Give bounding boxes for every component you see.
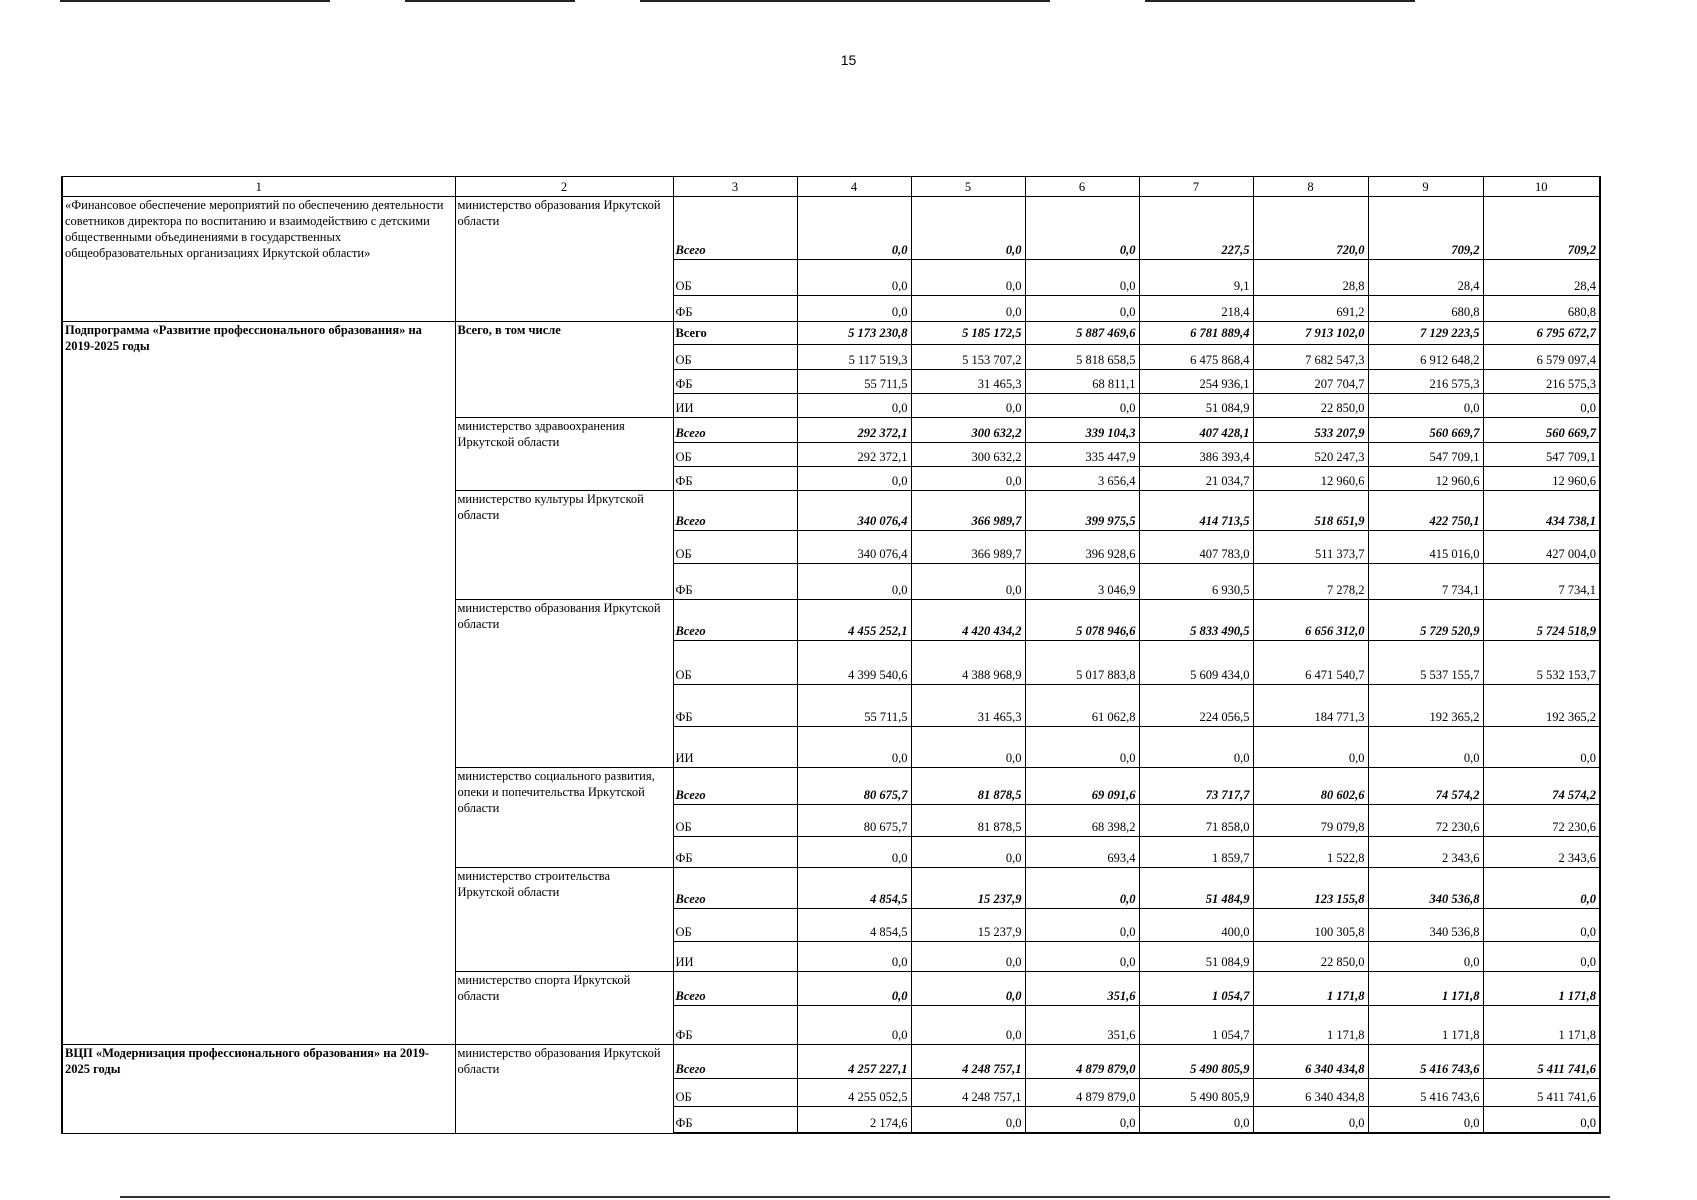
- funding-source-cell: Всего: [673, 491, 797, 531]
- amount-cell: 1 171,8: [1368, 972, 1483, 1006]
- funding-source-cell: Всего: [673, 197, 797, 259]
- funding-source-cell: Всего: [673, 321, 797, 344]
- amount-cell: 4 399 540,6: [797, 641, 911, 685]
- amount-cell: 55 711,5: [797, 370, 911, 394]
- amount-cell: 4 455 252,1: [797, 599, 911, 640]
- amount-cell: 7 734,1: [1483, 563, 1600, 599]
- amount-cell: 6 781 889,4: [1139, 321, 1253, 344]
- amount-cell: 51 084,9: [1139, 394, 1253, 417]
- amount-cell: 5 117 519,3: [797, 345, 911, 370]
- scan-edge-line: [60, 0, 330, 2]
- amount-cell: 80 675,7: [797, 767, 911, 804]
- amount-cell: 5 416 743,6: [1368, 1078, 1483, 1106]
- amount-cell: 5 887 469,6: [1025, 321, 1139, 344]
- amount-cell: 216 575,3: [1483, 370, 1600, 394]
- amount-cell: 5 724 518,9: [1483, 599, 1600, 640]
- amount-cell: 5 490 805,9: [1139, 1044, 1253, 1078]
- amount-cell: 292 372,1: [797, 442, 911, 466]
- funding-source-cell: Всего: [673, 972, 797, 1006]
- scan-edge-line: [120, 1196, 1610, 1198]
- funding-source-cell: ОБ: [673, 345, 797, 370]
- amount-cell: 5 818 658,5: [1025, 345, 1139, 370]
- amount-cell: 6 795 672,7: [1483, 321, 1600, 344]
- amount-cell: 5 078 946,6: [1025, 599, 1139, 640]
- amount-cell: 709,2: [1368, 197, 1483, 259]
- funding-source-cell: ФБ: [673, 563, 797, 599]
- amount-cell: 4 420 434,2: [911, 599, 1025, 640]
- amount-cell: 4 854,5: [797, 867, 911, 908]
- amount-cell: 74 574,2: [1368, 767, 1483, 804]
- amount-cell: 21 034,7: [1139, 466, 1253, 490]
- amount-cell: 400,0: [1139, 908, 1253, 941]
- amount-cell: 4 257 227,1: [797, 1044, 911, 1078]
- amount-cell: 72 230,6: [1483, 805, 1600, 837]
- amount-cell: 6 912 648,2: [1368, 345, 1483, 370]
- amount-cell: 340 076,4: [797, 491, 911, 531]
- amount-cell: 227,5: [1139, 197, 1253, 259]
- amount-cell: 1 171,8: [1368, 1006, 1483, 1044]
- amount-cell: 0,0: [911, 1107, 1025, 1133]
- amount-cell: 0,0: [1025, 908, 1139, 941]
- table-row: [62, 1044, 1600, 1078]
- amount-cell: 71 858,0: [1139, 805, 1253, 837]
- amount-cell: 80 602,6: [1253, 767, 1368, 804]
- amount-cell: 6 656 312,0: [1253, 599, 1368, 640]
- amount-cell: 192 365,2: [1368, 685, 1483, 726]
- amount-cell: 5 173 230,8: [797, 321, 911, 344]
- amount-cell: 1 522,8: [1253, 837, 1368, 867]
- amount-cell: 5 833 490,5: [1139, 599, 1253, 640]
- amount-cell: 61 062,8: [1025, 685, 1139, 726]
- amount-cell: 0,0: [1368, 942, 1483, 972]
- amount-cell: 4 248 757,1: [911, 1078, 1025, 1106]
- amount-cell: 340 536,8: [1368, 908, 1483, 941]
- amount-cell: 533 207,9: [1253, 417, 1368, 442]
- amount-cell: 1 171,8: [1253, 1006, 1368, 1044]
- amount-cell: 81 878,5: [911, 805, 1025, 837]
- amount-cell: 5 490 805,9: [1139, 1078, 1253, 1106]
- amount-cell: 5 609 434,0: [1139, 641, 1253, 685]
- amount-cell: 0,0: [1139, 726, 1253, 767]
- amount-cell: 693,4: [1025, 837, 1139, 867]
- amount-cell: 218,4: [1139, 295, 1253, 321]
- amount-cell: 5 532 153,7: [1483, 641, 1600, 685]
- amount-cell: 335 447,9: [1025, 442, 1139, 466]
- column-number-header: 9: [1368, 177, 1483, 197]
- executor-cell: министерство социального развития, опеки и попечительства Иркутской области: [455, 767, 673, 867]
- amount-cell: 0,0: [911, 394, 1025, 417]
- amount-cell: 22 850,0: [1253, 394, 1368, 417]
- funding-source-cell: Всего: [673, 767, 797, 804]
- amount-cell: 547 709,1: [1483, 442, 1600, 466]
- amount-cell: 0,0: [797, 726, 911, 767]
- amount-cell: 31 465,3: [911, 370, 1025, 394]
- amount-cell: 28,4: [1483, 259, 1600, 295]
- amount-cell: 5 537 155,7: [1368, 641, 1483, 685]
- amount-cell: 7 913 102,0: [1253, 321, 1368, 344]
- amount-cell: 351,6: [1025, 972, 1139, 1006]
- executor-cell: министерство культуры Иркутской области: [455, 491, 673, 600]
- amount-cell: 4 854,5: [797, 908, 911, 941]
- amount-cell: 15 237,9: [911, 867, 1025, 908]
- amount-cell: 5 411 741,6: [1483, 1078, 1600, 1106]
- funding-source-cell: ИИ: [673, 942, 797, 972]
- amount-cell: 0,0: [1368, 726, 1483, 767]
- amount-cell: 0,0: [797, 1006, 911, 1044]
- amount-cell: 0,0: [911, 563, 1025, 599]
- amount-cell: 415 016,0: [1368, 531, 1483, 563]
- amount-cell: 28,8: [1253, 259, 1368, 295]
- amount-cell: 386 393,4: [1139, 442, 1253, 466]
- column-number-header: 3: [673, 177, 797, 197]
- column-number-header: 7: [1139, 177, 1253, 197]
- amount-cell: 192 365,2: [1483, 685, 1600, 726]
- executor-cell: Всего, в том числе: [455, 321, 673, 417]
- amount-cell: 0,0: [911, 466, 1025, 490]
- amount-cell: 5 729 520,9: [1368, 599, 1483, 640]
- amount-cell: 560 669,7: [1483, 417, 1600, 442]
- amount-cell: 12 960,6: [1253, 466, 1368, 490]
- amount-cell: 0,0: [911, 726, 1025, 767]
- amount-cell: 0,0: [1025, 726, 1139, 767]
- funding-source-cell: ОБ: [673, 641, 797, 685]
- amount-cell: 1 171,8: [1483, 1006, 1600, 1044]
- amount-cell: 207 704,7: [1253, 370, 1368, 394]
- amount-cell: 68 398,2: [1025, 805, 1139, 837]
- amount-cell: 3 656,4: [1025, 466, 1139, 490]
- amount-cell: 1 054,7: [1139, 1006, 1253, 1044]
- funding-source-cell: ИИ: [673, 394, 797, 417]
- amount-cell: 69 091,6: [1025, 767, 1139, 804]
- amount-cell: 31 465,3: [911, 685, 1025, 726]
- amount-cell: 0,0: [797, 563, 911, 599]
- amount-cell: 396 928,6: [1025, 531, 1139, 563]
- amount-cell: 0,0: [911, 259, 1025, 295]
- amount-cell: 1 171,8: [1253, 972, 1368, 1006]
- amount-cell: 0,0: [1025, 197, 1139, 259]
- amount-cell: 0,0: [1025, 867, 1139, 908]
- amount-cell: 4 255 052,5: [797, 1078, 911, 1106]
- table-row: [62, 197, 1600, 259]
- executor-cell: министерство образования Иркутской области: [455, 599, 673, 767]
- program-name-cell: Подпрограмма «Развитие профессионального образования» на 2019-2025 годы: [62, 321, 455, 1044]
- amount-cell: 216 575,3: [1368, 370, 1483, 394]
- amount-cell: 100 305,8: [1253, 908, 1368, 941]
- column-number-header: 5: [911, 177, 1025, 197]
- amount-cell: 4 879 879,0: [1025, 1078, 1139, 1106]
- amount-cell: 0,0: [911, 197, 1025, 259]
- amount-cell: 6 340 434,8: [1253, 1044, 1368, 1078]
- amount-cell: 6 340 434,8: [1253, 1078, 1368, 1106]
- funding-source-cell: ФБ: [673, 685, 797, 726]
- amount-cell: 0,0: [911, 295, 1025, 321]
- executor-cell: министерство строительства Иркутской области: [455, 867, 673, 972]
- funding-source-cell: ОБ: [673, 442, 797, 466]
- column-number-header: 10: [1483, 177, 1600, 197]
- amount-cell: 5 185 172,5: [911, 321, 1025, 344]
- amount-cell: 0,0: [797, 197, 911, 259]
- column-number-row: [62, 177, 1600, 197]
- amount-cell: 80 675,7: [797, 805, 911, 837]
- funding-source-cell: ФБ: [673, 837, 797, 867]
- amount-cell: 0,0: [1483, 908, 1600, 941]
- amount-cell: 0,0: [911, 1006, 1025, 1044]
- funding-source-cell: ОБ: [673, 1078, 797, 1106]
- amount-cell: 22 850,0: [1253, 942, 1368, 972]
- amount-cell: 0,0: [797, 942, 911, 972]
- budget-table: [61, 176, 1601, 1134]
- amount-cell: 0,0: [797, 466, 911, 490]
- amount-cell: 5 153 707,2: [911, 345, 1025, 370]
- funding-source-cell: ФБ: [673, 295, 797, 321]
- amount-cell: 511 373,7: [1253, 531, 1368, 563]
- amount-cell: 0,0: [1483, 394, 1600, 417]
- amount-cell: 0,0: [797, 837, 911, 867]
- funding-source-cell: ФБ: [673, 1006, 797, 1044]
- amount-cell: 12 960,6: [1368, 466, 1483, 490]
- amount-cell: 0,0: [1483, 726, 1600, 767]
- amount-cell: 9,1: [1139, 259, 1253, 295]
- column-number-header: 2: [455, 177, 673, 197]
- amount-cell: 5 411 741,6: [1483, 1044, 1600, 1078]
- amount-cell: 123 155,8: [1253, 867, 1368, 908]
- amount-cell: 709,2: [1483, 197, 1600, 259]
- amount-cell: 422 750,1: [1368, 491, 1483, 531]
- amount-cell: 351,6: [1025, 1006, 1139, 1044]
- amount-cell: 7 734,1: [1368, 563, 1483, 599]
- amount-cell: 292 372,1: [797, 417, 911, 442]
- scan-edge-line: [405, 0, 575, 2]
- funding-source-cell: ОБ: [673, 259, 797, 295]
- column-number-header: 6: [1025, 177, 1139, 197]
- amount-cell: 1 171,8: [1483, 972, 1600, 1006]
- table-row: [62, 321, 1600, 344]
- amount-cell: 6 475 868,4: [1139, 345, 1253, 370]
- amount-cell: 340 536,8: [1368, 867, 1483, 908]
- amount-cell: 0,0: [1025, 1107, 1139, 1133]
- amount-cell: 399 975,5: [1025, 491, 1139, 531]
- amount-cell: 0,0: [1253, 726, 1368, 767]
- executor-cell: министерство спорта Иркутской области: [455, 972, 673, 1044]
- funding-source-cell: Всего: [673, 867, 797, 908]
- amount-cell: 5 416 743,6: [1368, 1044, 1483, 1078]
- amount-cell: 3 046,9: [1025, 563, 1139, 599]
- amount-cell: 224 056,5: [1139, 685, 1253, 726]
- amount-cell: 300 632,2: [911, 442, 1025, 466]
- page-number: 15: [840, 52, 857, 68]
- amount-cell: 0,0: [797, 259, 911, 295]
- amount-cell: 520 247,3: [1253, 442, 1368, 466]
- amount-cell: 0,0: [911, 972, 1025, 1006]
- amount-cell: 547 709,1: [1368, 442, 1483, 466]
- amount-cell: 5 017 883,8: [1025, 641, 1139, 685]
- amount-cell: 0,0: [1025, 942, 1139, 972]
- amount-cell: 7 278,2: [1253, 563, 1368, 599]
- amount-cell: 28,4: [1368, 259, 1483, 295]
- amount-cell: 0,0: [1139, 1107, 1253, 1133]
- amount-cell: 0,0: [1368, 394, 1483, 417]
- amount-cell: 2 343,6: [1368, 837, 1483, 867]
- amount-cell: 720,0: [1253, 197, 1368, 259]
- amount-cell: 0,0: [1483, 867, 1600, 908]
- amount-cell: 434 738,1: [1483, 491, 1600, 531]
- funding-source-cell: ФБ: [673, 370, 797, 394]
- program-name-cell: «Финансовое обеспечение мероприятий по обеспечению деятельности советников директора по воспитанию и взаимодействию с детскими общественными объединениями в государственных общеобразовательных организациях Иркутской области»: [62, 197, 455, 322]
- funding-source-cell: ФБ: [673, 466, 797, 490]
- executor-cell: министерство образования Иркутской области: [455, 197, 673, 322]
- amount-cell: 0,0: [1253, 1107, 1368, 1133]
- amount-cell: 0,0: [1483, 1107, 1600, 1133]
- column-number-header: 8: [1253, 177, 1368, 197]
- amount-cell: 51 084,9: [1139, 942, 1253, 972]
- amount-cell: 6 471 540,7: [1253, 641, 1368, 685]
- amount-cell: 2 343,6: [1483, 837, 1600, 867]
- amount-cell: 4 879 879,0: [1025, 1044, 1139, 1078]
- amount-cell: 366 989,7: [911, 531, 1025, 563]
- amount-cell: 6 579 097,4: [1483, 345, 1600, 370]
- amount-cell: 7 129 223,5: [1368, 321, 1483, 344]
- column-number-header: 1: [62, 177, 455, 197]
- amount-cell: 0,0: [1368, 1107, 1483, 1133]
- amount-cell: 407 783,0: [1139, 531, 1253, 563]
- amount-cell: 51 484,9: [1139, 867, 1253, 908]
- amount-cell: 427 004,0: [1483, 531, 1600, 563]
- amount-cell: 560 669,7: [1368, 417, 1483, 442]
- amount-cell: 74 574,2: [1483, 767, 1600, 804]
- amount-cell: 0,0: [1025, 295, 1139, 321]
- funding-source-cell: Всего: [673, 599, 797, 640]
- amount-cell: 0,0: [1025, 394, 1139, 417]
- funding-source-cell: ФБ: [673, 1107, 797, 1133]
- amount-cell: 414 713,5: [1139, 491, 1253, 531]
- amount-cell: 15 237,9: [911, 908, 1025, 941]
- amount-cell: 81 878,5: [911, 767, 1025, 804]
- amount-cell: 680,8: [1483, 295, 1600, 321]
- funding-source-cell: ОБ: [673, 805, 797, 837]
- amount-cell: 691,2: [1253, 295, 1368, 321]
- amount-cell: 0,0: [797, 295, 911, 321]
- amount-cell: 79 079,8: [1253, 805, 1368, 837]
- amount-cell: 1 054,7: [1139, 972, 1253, 1006]
- amount-cell: 339 104,3: [1025, 417, 1139, 442]
- amount-cell: 2 174,6: [797, 1107, 911, 1133]
- amount-cell: 1 859,7: [1139, 837, 1253, 867]
- amount-cell: 407 428,1: [1139, 417, 1253, 442]
- executor-cell: министерство здравоохранения Иркутской области: [455, 417, 673, 490]
- funding-source-cell: Всего: [673, 1044, 797, 1078]
- funding-source-cell: Всего: [673, 417, 797, 442]
- amount-cell: 340 076,4: [797, 531, 911, 563]
- funding-source-cell: ОБ: [673, 908, 797, 941]
- amount-cell: 0,0: [1025, 259, 1139, 295]
- amount-cell: 518 651,9: [1253, 491, 1368, 531]
- executor-cell: министерство образования Иркутской области: [455, 1044, 673, 1133]
- scan-edge-line: [640, 0, 1050, 2]
- amount-cell: 4 388 968,9: [911, 641, 1025, 685]
- amount-cell: 300 632,2: [911, 417, 1025, 442]
- amount-cell: 0,0: [797, 972, 911, 1006]
- amount-cell: 73 717,7: [1139, 767, 1253, 804]
- amount-cell: 366 989,7: [911, 491, 1025, 531]
- amount-cell: 0,0: [911, 837, 1025, 867]
- amount-cell: 0,0: [911, 942, 1025, 972]
- amount-cell: 6 930,5: [1139, 563, 1253, 599]
- amount-cell: 0,0: [797, 394, 911, 417]
- amount-cell: 0,0: [1483, 942, 1600, 972]
- scan-edge-line: [1145, 0, 1415, 2]
- funding-source-cell: ОБ: [673, 531, 797, 563]
- funding-source-cell: ИИ: [673, 726, 797, 767]
- amount-cell: 72 230,6: [1368, 805, 1483, 837]
- amount-cell: 7 682 547,3: [1253, 345, 1368, 370]
- program-name-cell: ВЦП «Модернизация профессионального образования» на 2019-2025 годы: [62, 1044, 455, 1133]
- amount-cell: 184 771,3: [1253, 685, 1368, 726]
- amount-cell: 68 811,1: [1025, 370, 1139, 394]
- column-number-header: 4: [797, 177, 911, 197]
- amount-cell: 254 936,1: [1139, 370, 1253, 394]
- amount-cell: 55 711,5: [797, 685, 911, 726]
- amount-cell: 12 960,6: [1483, 466, 1600, 490]
- amount-cell: 4 248 757,1: [911, 1044, 1025, 1078]
- amount-cell: 680,8: [1368, 295, 1483, 321]
